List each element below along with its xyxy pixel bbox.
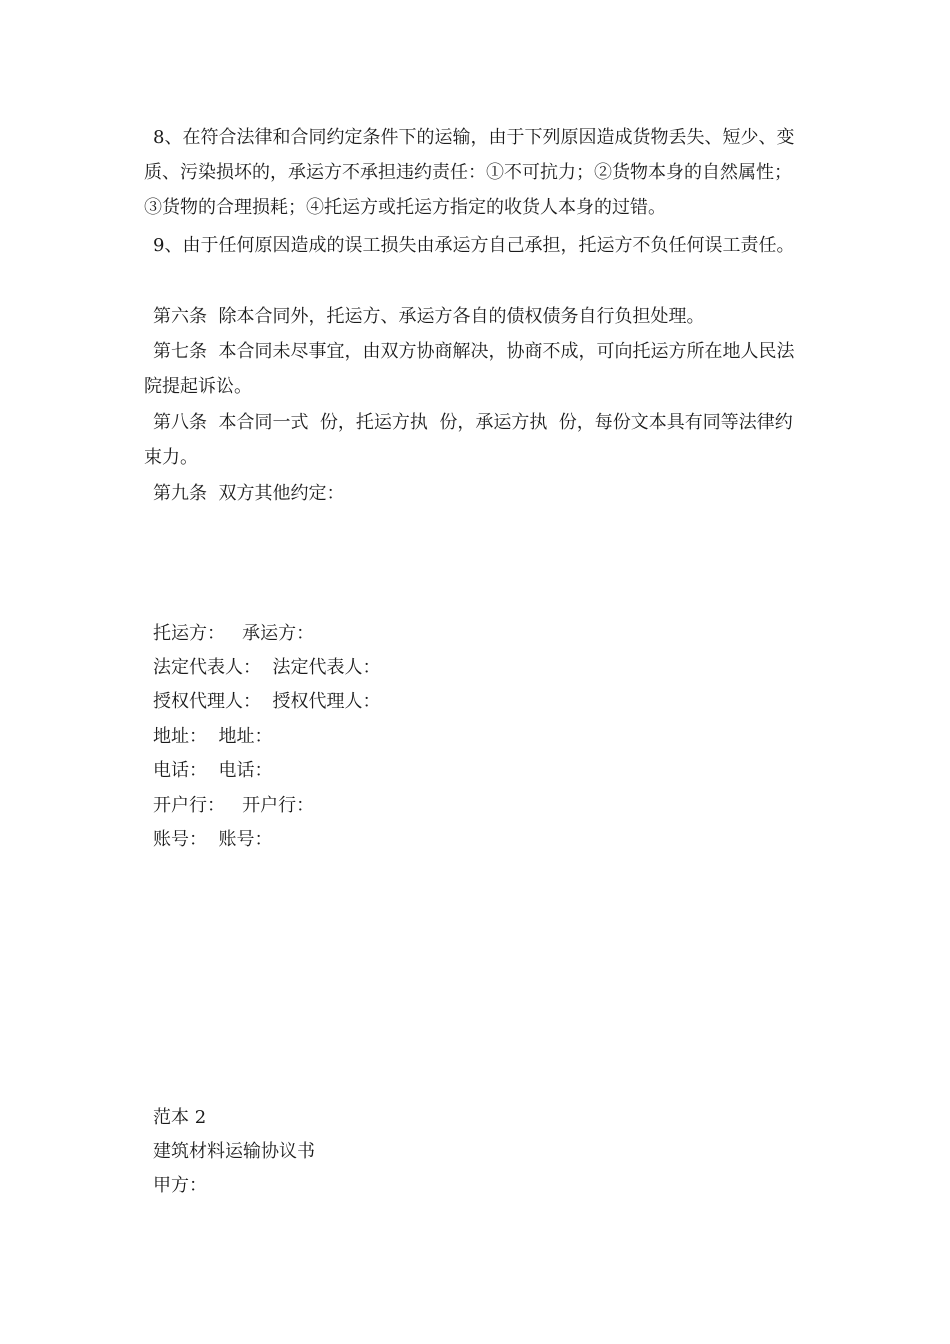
clause-item-8: 8、在符合法律和合同约定条件下的运输，由于下列原因造成货物丢失、短少、变质、污染损坏的，承运方不承担违约责任：①不可抗力；②货物本身的自然属性；③货物的合理损耗；④托运方或托运方指定的收货人本身的过错。 — [144, 127, 795, 218]
template-2-label: 范本 2 — [153, 1107, 207, 1128]
signature-phone: 电话： 电话： — [153, 760, 273, 781]
signature-bank: 开户行： 开户行： — [153, 795, 315, 816]
template-2-title: 建筑材料运输协议书 — [153, 1141, 315, 1162]
signature-account: 账号： 账号： — [153, 829, 273, 850]
article-9: 第九条 双方其他约定： — [153, 483, 345, 504]
article-7: 第七条 本合同未尽事宜，由双方协商解决，协商不成，可向托运方所在地人民法院提起诉讼。 — [144, 341, 795, 397]
signature-address: 地址： 地址： — [153, 726, 273, 747]
signature-agent: 授权代理人： 授权代理人： — [153, 691, 381, 712]
template-2-party-a: 甲方： — [153, 1175, 207, 1196]
article-8: 第八条 本合同一式 份，托运方执 份，承运方执 份，每份文本具有同等法律约束力。 — [144, 412, 793, 468]
signature-legal-rep: 法定代表人： 法定代表人： — [153, 657, 381, 678]
article-6: 第六条 除本合同外，托运方、承运方各自的债权债务自行负担处理。 — [153, 306, 705, 327]
signature-party: 托运方： 承运方： — [153, 623, 315, 644]
clause-item-9: 9、由于任何原因造成的误工损失由承运方自己承担，托运方不负任何误工责任。 — [153, 235, 795, 256]
